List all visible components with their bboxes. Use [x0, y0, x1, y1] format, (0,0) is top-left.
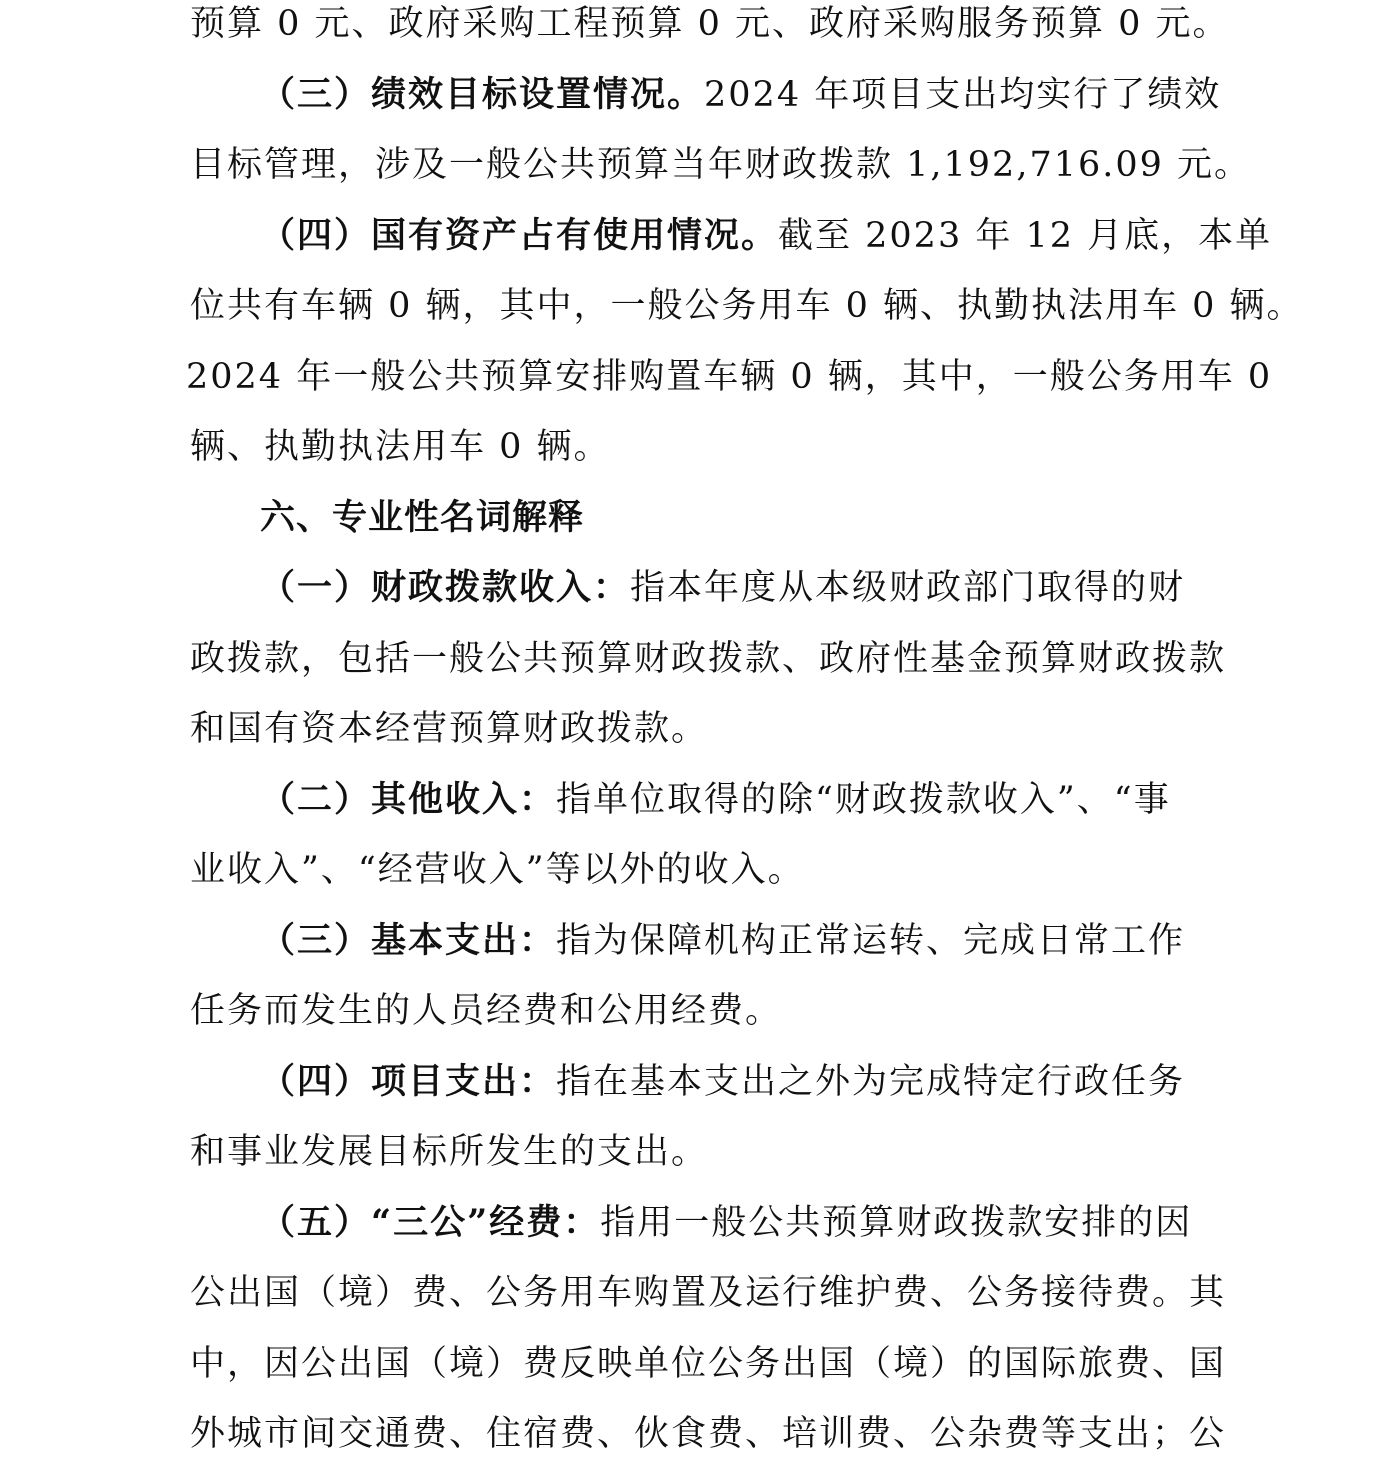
term-lead: （三）基本支出：	[260, 920, 557, 961]
paragraph-line	[260, 778, 1171, 822]
paragraph-line	[190, 2, 1230, 46]
section-heading	[260, 496, 584, 540]
term-lead: （二）其他收入：	[260, 779, 557, 820]
paragraph-line	[260, 1201, 1192, 1245]
section-lead: （四）国有资产占有使用情况。	[260, 215, 779, 256]
paragraph-line	[260, 566, 1185, 610]
paragraph-line	[190, 1271, 1226, 1315]
paragraph-line	[186, 355, 1272, 399]
line-text: 业收入”、“经营收入”等以外的收入。	[190, 850, 805, 890]
line-text: 中，因公出国（境）费反映单位公务出国（境）的国际旅费、国	[190, 1344, 1227, 1384]
paragraph-line	[190, 989, 782, 1033]
line-text: 政拨款，包括一般公共预算财政拨款、政府性基金预算财政拨款	[190, 639, 1227, 679]
paragraph-line	[190, 284, 1304, 328]
line-text: 任务而发生的人员经费和公用经费。	[190, 991, 783, 1031]
line-text: 外城市间交通费、住宿费、伙食费、培训费、公杂费等支出；公	[190, 1414, 1227, 1454]
line-text: 和事业发展目标所发生的支出。	[190, 1132, 709, 1172]
line-text: 和国有资本经营预算财政拨款。	[190, 709, 709, 749]
line-text: 预算 0 元、政府采购工程预算 0 元、政府采购服务预算 0 元。	[190, 4, 1230, 44]
line-text: 指本年度从本级财政部门取得的财	[630, 568, 1186, 608]
paragraph-line	[190, 848, 805, 892]
paragraph-line	[260, 73, 1221, 117]
paragraph-line	[190, 143, 1251, 187]
line-text: 2024 年一般公共预算安排购置车辆 0 辆，其中，一般公务用车 0	[186, 357, 1273, 397]
line-text: 辆、执勤执法用车 0 辆。	[190, 427, 611, 467]
paragraph-line	[190, 1130, 708, 1174]
line-text: 截至 2023 年 12 月底，本单	[778, 216, 1273, 256]
term-lead: （四）项目支出：	[260, 1061, 557, 1102]
paragraph-line	[260, 919, 1185, 963]
line-text: 指用一般公共预算财政拨款安排的因	[600, 1203, 1193, 1243]
line-text: 位共有车辆 0 辆，其中，一般公务用车 0 辆、执勤执法用车 0 辆。	[190, 286, 1304, 326]
line-text: 指为保障机构正常运转、完成日常工作	[556, 921, 1186, 961]
paragraph-line	[190, 1342, 1226, 1386]
section-lead: （三）绩效目标设置情况。	[260, 74, 705, 115]
term-lead: （一）财政拨款收入：	[260, 567, 631, 608]
line-text: 指在基本支出之外为完成特定行政任务	[556, 1062, 1186, 1102]
paragraph-line	[260, 214, 1272, 258]
paragraph-line	[190, 425, 611, 469]
line-text: 2024 年项目支出均实行了绩效	[704, 75, 1222, 115]
paragraph-line	[260, 1060, 1185, 1104]
term-lead: （五）“三公”经费：	[260, 1202, 601, 1243]
line-text: 目标管理，涉及一般公共预算当年财政拨款 1,192,716.09 元。	[190, 145, 1252, 185]
paragraph-line	[190, 637, 1226, 681]
paragraph-line	[190, 707, 708, 751]
line-text: 指单位取得的除“财政拨款收入”、“事	[556, 780, 1171, 820]
line-text: 公出国（境）费、公务用车购置及运行维护费、公务接待费。其	[190, 1273, 1227, 1313]
heading-text: 六、专业性名词解释	[260, 498, 585, 538]
paragraph-line	[190, 1412, 1226, 1456]
